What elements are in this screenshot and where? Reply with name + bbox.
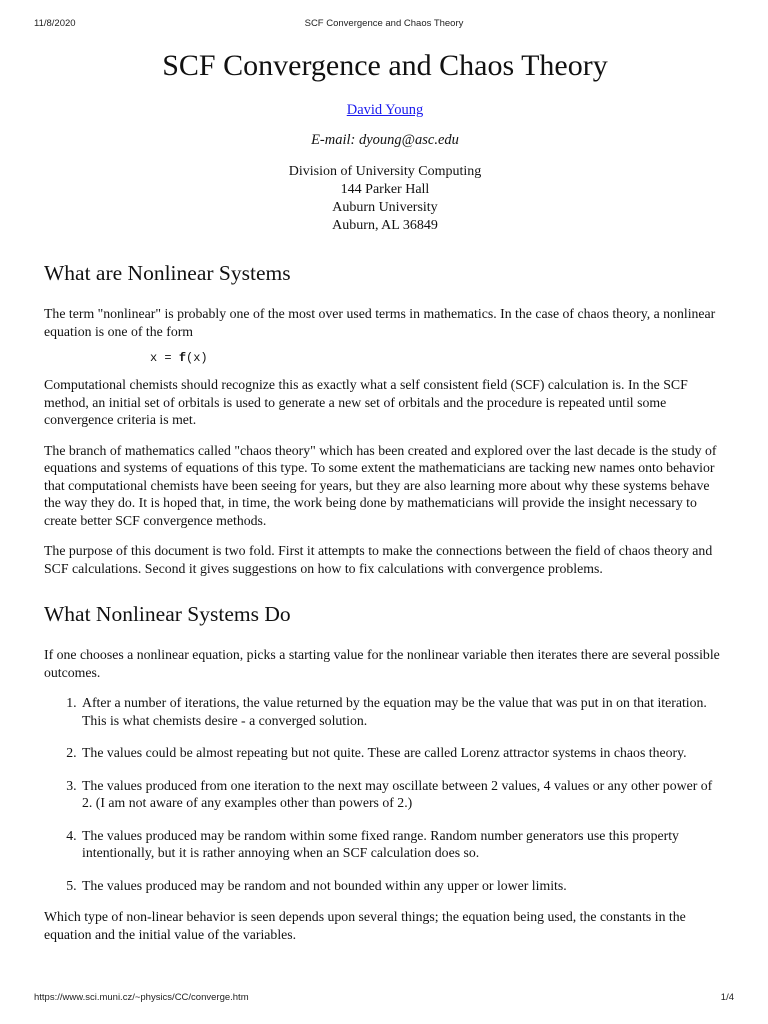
author-email: E-mail: dyoung@asc.edu — [311, 132, 459, 148]
list-item: 3. The values produced from one iteration to the next may oscillate between 2 values, 4 values or any other power of 2. (I am not aware of any examples other than powers of 2.) — [80, 777, 726, 812]
paragraph: If one chooses a nonlinear equation, picks a starting value for the nonlinear variable then iterates there are several possible outcomes. — [44, 647, 720, 680]
paragraph: The purpose of this document is two fold. First it attempts to make the connections between the field of chaos theory and SCF calculations. Second it gives suggestions on how to fix calculations with convergence problems. — [44, 543, 713, 576]
list-item: 4. The values produced may be random within some fixed range. Random number generators use this property intentionally, but it is rather annoying when an SCF calculation does so. — [80, 827, 726, 862]
paragraph: The term "nonlinear" is probably one of the most over used terms in mathematics. In the case of chaos theory, a nonlinear equation is one of the form — [44, 306, 716, 339]
address-line: Auburn University — [332, 200, 438, 215]
formula-argument: (x) — [186, 351, 208, 365]
author-link[interactable]: David Young — [346, 102, 424, 118]
paragraph: The branch of mathematics called "chaos theory" which has been created and explored over the last decade is the study of equations and systems of equations of this type. To some extent the mathematicians are tacking new names onto behavior that computational chemists have been seeing for years, but they are also learning more about why these systems behave the way they do. It is hoped that, in time, the work being done by mathematicians will provide the insight necessary to create better SCF convergence methods. — [44, 442, 717, 528]
print-page-title: SCF Convergence and Chaos Theory — [304, 18, 464, 29]
paragraph: Computational chemists should recognize this as exactly what a self consistent field (SCF) calculation is. In the SCF method, an initial set of orbitals is used to generate a new set of orbitals and the procedure is repeated until some convergence criteria is met. — [44, 377, 688, 427]
print-footer — [34, 992, 734, 1006]
section-heading-nonlinear-systems-do: What Nonlinear Systems Do — [44, 602, 291, 626]
list-item: 2. The values could be almost repeating but not quite. These are called Lorenz attractor systems in chaos theory. — [80, 744, 726, 762]
print-page-number: 1/4 — [720, 992, 734, 1003]
paragraph: Which type of non-linear behavior is seen depends upon several things; the equation being used, the constants in the equation and the initial value of the variables. — [44, 909, 686, 942]
formula-left: x = — [150, 351, 179, 365]
author-line — [44, 100, 726, 120]
list-item: 5. The values produced may be random and not bounded within any upper or lower limits. — [80, 877, 726, 895]
document-title: SCF Convergence and Chaos Theory — [162, 49, 608, 82]
address-line: 144 Parker Hall — [340, 182, 430, 197]
print-url: https://www.sci.muni.cz/~physics/CC/converge.htm — [34, 992, 249, 1003]
section-heading-nonlinear-systems: What are Nonlinear Systems — [44, 261, 291, 285]
formula — [150, 350, 726, 366]
outcomes-list — [44, 694, 726, 894]
list-item: 1. After a number of iterations, the value returned by the equation may be the value that was put in on that iteration. This is what chemists desire - a converged solution. — [80, 694, 726, 729]
print-date: 11/8/2020 — [34, 18, 76, 29]
formula-function: f — [178, 351, 187, 365]
address-line: Division of University Computing — [288, 164, 482, 179]
author-address — [44, 163, 726, 235]
address-line: Auburn, AL 36849 — [332, 218, 438, 233]
print-header — [34, 18, 734, 32]
document-content — [44, 40, 726, 943]
